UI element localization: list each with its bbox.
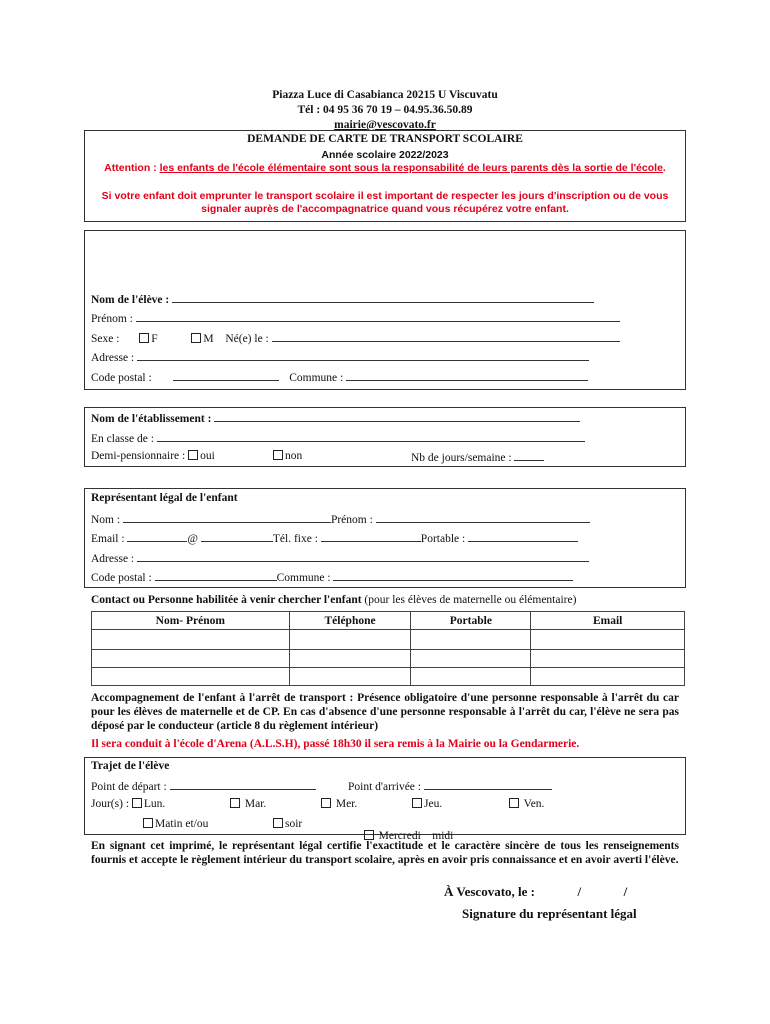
attention-end: .	[662, 162, 666, 174]
rep-email-user-field[interactable]	[127, 531, 187, 542]
class-row	[91, 431, 585, 445]
form-title: DEMANDE DE CARTE DE TRANSPORT SCOLAIRE	[247, 133, 523, 145]
rep-contact-row	[91, 531, 578, 545]
rep-email-at: @	[187, 533, 199, 545]
rep-firstname-field[interactable]	[376, 512, 590, 523]
departure-label: Point de départ :	[91, 781, 167, 793]
arrival-field[interactable]	[424, 779, 552, 790]
sex-m-label: M	[203, 333, 214, 345]
student-address-field[interactable]	[137, 350, 589, 361]
contact-table	[91, 611, 685, 686]
rep-firstname-label: Prénom :	[330, 514, 373, 526]
date-slash-2: /	[623, 884, 628, 899]
period-morning	[143, 818, 208, 830]
signature-label: Signature du représentant légal	[462, 906, 637, 921]
rep-phone-field[interactable]	[321, 531, 421, 542]
student-firstname-field[interactable]	[136, 311, 620, 322]
period-morning-checkbox[interactable]	[143, 818, 153, 828]
days-label: Jour(s) :	[91, 798, 130, 810]
attention-notice	[91, 162, 679, 175]
student-name-label: Nom de l'élève :	[91, 294, 170, 306]
day-wed-label: Mer.	[335, 798, 358, 810]
day-tue-label: Mar.	[244, 798, 267, 810]
contact-heading	[91, 594, 576, 606]
rep-commune-field[interactable]	[333, 570, 573, 581]
rep-email-domain-field[interactable]	[201, 531, 273, 542]
letterhead	[0, 88, 770, 133]
contact-name-cell[interactable]	[92, 630, 290, 650]
student-postal-label: Code postal :	[91, 372, 152, 384]
title-box	[84, 130, 686, 222]
school-name-field[interactable]	[214, 411, 580, 422]
birthdate-label: Né(e) le :	[225, 333, 269, 345]
student-address-label: Adresse :	[91, 352, 135, 364]
table-row	[92, 668, 685, 686]
contact-heading-rest: (pour les élèves de maternelle ou élémentaire)	[361, 594, 577, 606]
period-evening-label: soir	[285, 818, 303, 830]
class-label: En classe de :	[91, 433, 154, 445]
rep-name-field[interactable]	[123, 512, 331, 523]
representative-heading: Représentant légal de l'enfant	[91, 492, 238, 504]
sex-f-label: F	[151, 333, 158, 345]
day-fri	[509, 798, 544, 810]
contact-name-cell[interactable]	[92, 650, 290, 668]
column-header: Email	[531, 612, 685, 630]
half-board-no-checkbox[interactable]	[273, 450, 283, 460]
student-firstname-label: Prénom :	[91, 313, 133, 325]
rep-postal-row	[91, 570, 573, 584]
date-slash-1: /	[577, 884, 582, 899]
rep-postal-field[interactable]	[155, 570, 277, 581]
rep-email-label: Email :	[91, 533, 125, 545]
contact-phone-cell[interactable]	[289, 630, 411, 650]
contact-name-cell[interactable]	[92, 668, 290, 686]
sex-label: Sexe :	[91, 333, 120, 345]
column-header: Téléphone	[289, 612, 411, 630]
student-postal-field[interactable]	[173, 370, 279, 381]
signature-place: À Vescovato, le :	[444, 884, 535, 899]
student-address-row	[91, 350, 589, 364]
arrival-row	[348, 779, 552, 793]
school-name-label: Nom de l'établissement :	[91, 413, 212, 425]
contact-mobile-cell[interactable]	[411, 630, 531, 650]
contact-mobile-cell[interactable]	[411, 668, 531, 686]
day-thu-checkbox[interactable]	[412, 798, 422, 808]
rep-mobile-label: Portable :	[420, 533, 466, 545]
day-wed-checkbox[interactable]	[321, 798, 331, 808]
half-board-no	[273, 450, 302, 462]
day-fri-label: Ven.	[523, 798, 545, 810]
day-tue-checkbox[interactable]	[230, 798, 240, 808]
column-header: Nom- Prénom	[92, 612, 290, 630]
header-email[interactable]: mairie@vescovato.fr	[334, 119, 436, 131]
attention-prefix: Attention :	[104, 162, 160, 174]
arrival-label: Point d'arrivée :	[348, 781, 421, 793]
rep-phone-label: Tél. fixe :	[272, 533, 318, 545]
header-phone: Tél : 04 95 36 70 19 – 04.95.36.50.89	[297, 104, 473, 116]
period-morning-label: Matin et/ou	[155, 818, 209, 830]
period-evening	[273, 818, 302, 830]
table-row	[92, 630, 685, 650]
departure-field[interactable]	[170, 779, 316, 790]
inscription-notice: Si votre enfant doit emprunter le transport scolaire il est important de respecter les jours d'inscription ou de vous signaler auprès de l'accompagnatrice quand vous récupérez votre enfant.	[101, 190, 669, 215]
days-row	[91, 798, 165, 810]
school-name-row	[91, 411, 580, 425]
period-evening-checkbox[interactable]	[273, 818, 283, 828]
column-header: Portable	[411, 612, 531, 630]
days-per-week	[411, 450, 544, 464]
contact-email-cell[interactable]	[531, 630, 685, 650]
rep-postal-label: Code postal :	[91, 572, 152, 584]
half-board-yes-label: oui	[200, 450, 215, 462]
attention-text: les enfants de l'école élémentaire sont sous la responsabilité de leurs parents dès la sortie de l'école	[159, 162, 663, 174]
period-wednesday-label: Mercredi midi	[378, 830, 454, 842]
days-per-week-field[interactable]	[514, 450, 544, 461]
contact-phone-cell[interactable]	[289, 668, 411, 686]
student-commune-label: Commune :	[289, 372, 344, 384]
contact-table-header	[92, 612, 685, 630]
contact-email-cell[interactable]	[531, 650, 685, 668]
student-name-row	[91, 292, 594, 306]
contact-email-cell[interactable]	[531, 668, 685, 686]
header-address: Piazza Luce di Casabianca 20215 U Viscuvatu	[272, 89, 498, 101]
day-thu	[412, 798, 442, 810]
birthdate-field[interactable]	[272, 331, 620, 342]
student-postal-row	[91, 370, 588, 384]
departure-row	[91, 779, 316, 793]
contact-phone-cell[interactable]	[289, 650, 411, 668]
day-thu-label: Jeu.	[424, 798, 443, 810]
rep-address-field[interactable]	[137, 551, 589, 562]
school-year: Année scolaire 2022/2023	[321, 149, 449, 161]
rep-commune-label: Commune :	[276, 572, 331, 584]
half-board-no-label: non	[285, 450, 303, 462]
rep-address-label: Adresse :	[91, 553, 135, 565]
day-mon-label: Lun.	[143, 798, 166, 810]
signature-place-row	[444, 884, 627, 900]
contact-mobile-cell[interactable]	[411, 650, 531, 668]
day-tue	[230, 798, 266, 810]
rep-address-row	[91, 551, 589, 565]
student-commune-field[interactable]	[346, 370, 588, 381]
certification-paragraph: En signant cet imprimé, le représentant légal certifie l'exactitude et le caractère sincère de tous les renseignements fournis et accepte le règlement intérieur du transport scolaire, après en avoir pris connaissance et en avoir averti l'élève.	[91, 840, 679, 866]
sex-m-checkbox[interactable]	[191, 333, 201, 343]
rep-name-label: Nom :	[91, 514, 121, 526]
class-field[interactable]	[157, 431, 585, 442]
day-wed	[321, 798, 357, 810]
table-row	[92, 650, 685, 668]
day-mon-checkbox[interactable]	[132, 798, 142, 808]
half-board-yes-checkbox[interactable]	[188, 450, 198, 460]
rep-mobile-field[interactable]	[468, 531, 578, 542]
rep-name-row	[91, 512, 590, 526]
day-fri-checkbox[interactable]	[509, 798, 519, 808]
route-heading: Trajet de l'élève	[91, 760, 170, 772]
half-board-row	[91, 450, 215, 462]
days-per-week-label: Nb de jours/semaine :	[411, 452, 512, 464]
half-board-label: Demi-pensionnaire :	[91, 450, 186, 462]
student-sex-row	[91, 331, 620, 345]
student-box	[84, 230, 686, 390]
contact-heading-bold: Contact ou Personne habilitée à venir chercher l'enfant	[91, 594, 362, 606]
sex-f-checkbox[interactable]	[139, 333, 149, 343]
accompaniment-paragraph: Accompagnement de l'enfant à l'arrêt de transport : Présence obligatoire d'une personne responsable à l'arrêt du car pour les élèves de maternelle et de CP. En cas d'absence d'une personne responsable à l'arrêt du car, l'élève ne sera pas déposé par le conducteur (article 8 du règlement intérieur)	[91, 692, 679, 732]
red-notice: Il sera conduit à l'école d'Arena (A.L.S.H), passé 18h30 il sera remis à la Mairie ou la Gendarmerie.	[91, 738, 580, 750]
student-name-field[interactable]	[172, 292, 594, 303]
student-firstname-row	[91, 311, 620, 325]
